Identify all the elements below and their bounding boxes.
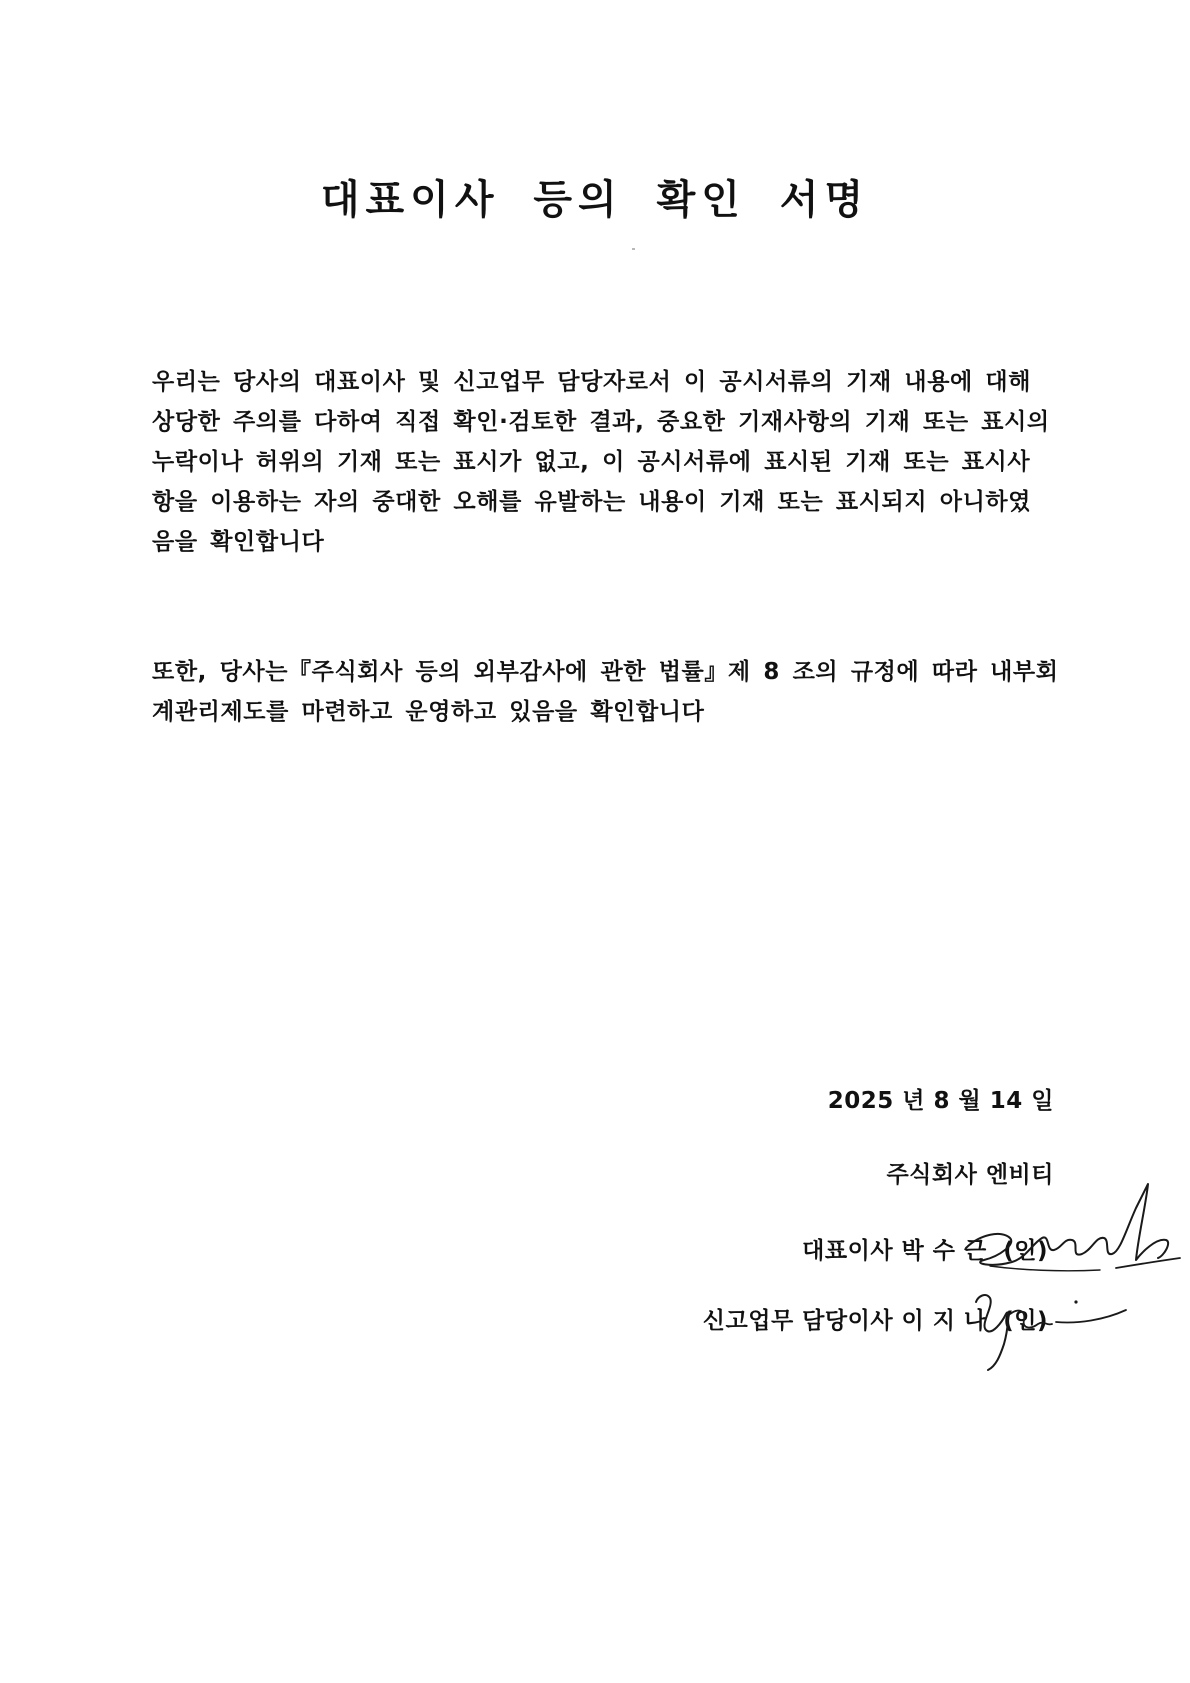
paragraph-line: 또한, 당사는『주식회사 등의 외부감사에 관한 법률』제 8 조의 규정에 따라 내부회 [152,659,1059,685]
paragraph-line: 계관리제도를 마련하고 운영하고 있음을 확인합니다 [152,699,705,725]
paragraph-line: 항을 이용하는 자의 중대한 오해를 유발하는 내용이 기재 또는 표시되지 아니하였 [152,489,1032,515]
scan-speck [632,248,635,250]
ceo-name: 대표이사 박 수 근 [802,1238,987,1264]
officer-seal-mark: (인) [1003,1308,1048,1334]
document-date: 2025 년 8 월 14 일 [827,1088,1054,1114]
officer-signature-line [703,1302,1048,1335]
company-name: 주식회사 엔비티 [886,1162,1054,1188]
paragraph-line: 상당한 주의를 다하여 직접 확인·검토한 결과, 중요한 기재사항의 기재 또는 표시의 [152,409,1050,435]
document-title: 대표이사 등의 확인 서명 [320,176,870,223]
ceo-signature-line [802,1232,1048,1265]
paragraph-line: 우리는 당사의 대표이사 및 신고업무 담당자로서 이 공시서류의 기재 내용에 대해 [152,369,1032,395]
internal-control-paragraph [152,652,1059,732]
confirmation-paragraph [152,362,1052,562]
paragraph-line: 누락이나 허위의 기재 또는 표시가 없고, 이 공시서류에 표시된 기재 또는 표시사 [152,449,1031,475]
paragraph-line: 음을 확인합니다 [152,529,325,555]
ceo-seal-mark: (인) [1003,1238,1048,1264]
officer-name: 신고업무 담당이사 이 지 나 [702,1308,987,1334]
ceo-handwritten-signature [960,1178,1182,1282]
